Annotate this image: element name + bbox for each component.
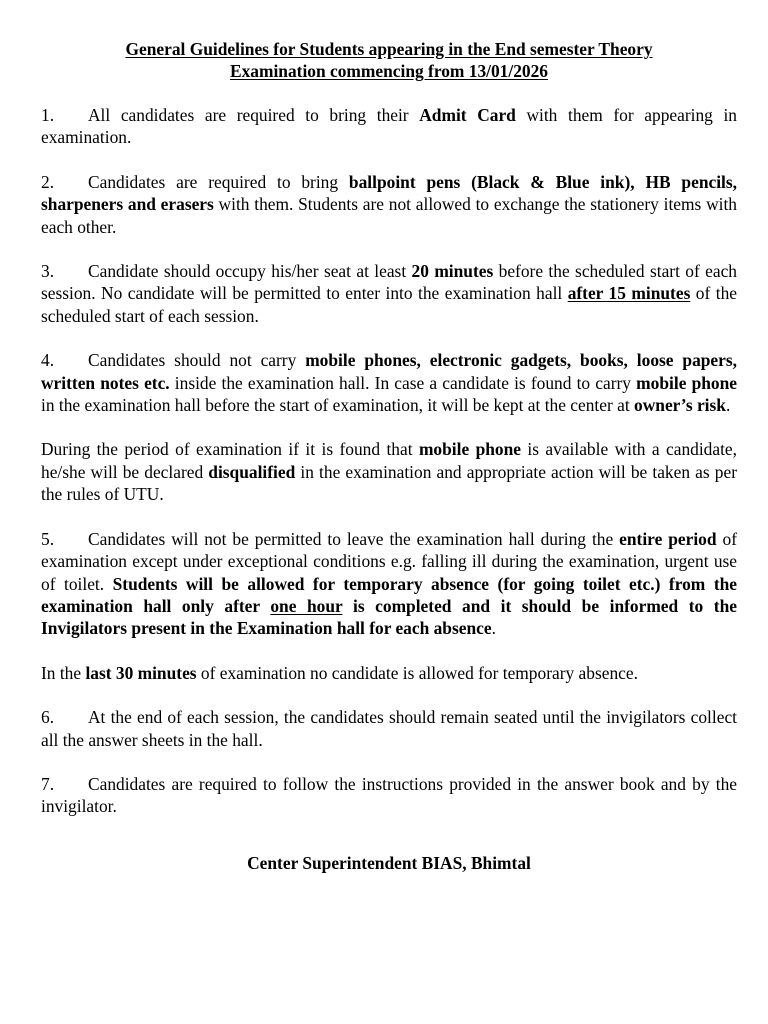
emphasis-text: is completed and it should be informed to the Invigilators present in the Examination hall for each absence (41, 595, 737, 639)
emphasis-underlined-text: one hour (270, 595, 343, 616)
guideline-text: of the scheduled start of each session. (41, 283, 737, 326)
guideline-3 (41, 260, 737, 327)
item-number: 7. (41, 773, 55, 794)
emphasis-text: mobile phone (418, 439, 522, 460)
guideline-2 (41, 171, 737, 238)
emphasis-text: last 30 minutes (85, 662, 197, 683)
document-title (41, 38, 737, 82)
guideline-text: . (491, 618, 496, 639)
guideline-text: Candidate should occupy his/her seat at least (88, 261, 412, 282)
guideline-text: Candidates are required to bring (88, 171, 349, 192)
item-number: 6. (41, 707, 55, 728)
guideline-text: During the period of examination if it is found that (41, 439, 419, 460)
guideline-4 (41, 349, 737, 416)
guideline-text: in the examination hall before the start of examination, it will be kept at the center at (41, 395, 635, 416)
guideline-1 (41, 104, 737, 149)
guideline-text: Candidates should not carry (88, 350, 306, 371)
guideline-text: before the scheduled start of each session. No candidate will be permitted to enter into the examination hall (41, 261, 738, 304)
emphasis-underlined-text: after 15 minutes (567, 283, 691, 304)
guideline-6 (41, 706, 737, 751)
emphasis-text: Students will be allowed for temporary absence (for going toilet etc.) from the examination hall only after (41, 573, 737, 616)
guideline-text: in the examination and appropriate action will be taken as per the rules of UTU. (41, 461, 737, 505)
emphasis-text: 20 minutes (411, 261, 494, 282)
emphasis-text: owner’s risk (634, 395, 726, 416)
guideline-text: All candidates are required to bring their (88, 105, 420, 125)
title-line-2: Examination commencing from 13/01/2026 (229, 61, 548, 81)
guideline-text: of examination except under exceptional conditions e.g. falling ill during the examination, urgent use of toilet. (41, 528, 737, 594)
guideline-text: of examination no candidate is allowed for temporary absence. (196, 662, 638, 683)
guideline-text: inside the examination hall. In case a candidate is found to carry (169, 372, 637, 393)
emphasis-text: entire period (619, 528, 717, 549)
item-number: 3. (41, 261, 55, 282)
title-line-1: General Guidelines for Students appearing in the End semester Theory (125, 39, 653, 59)
emphasis-text: Admit Card (419, 105, 516, 125)
emphasis-text: mobile phone (636, 372, 738, 393)
guideline-5 (41, 528, 737, 640)
item-number: 1. (41, 105, 55, 125)
guideline-text: . (725, 395, 731, 416)
guideline-text: In the (41, 662, 86, 683)
guideline-text: At the end of each session, the candidates should remain seated until the invigilators collect all the answer sheets in the hall. (41, 707, 737, 750)
signature-line: Center Superintendent BIAS, Bhimtal (247, 852, 531, 873)
guideline-7 (41, 773, 737, 818)
emphasis-text: disqualified (208, 461, 296, 482)
emphasis-text: mobile phones, electronic gadgets, books, loose papers, written notes etc. (41, 350, 737, 393)
guideline-text: Candidates will not be permitted to leave the examination hall during the (88, 528, 620, 549)
guideline-text: with them for appearing in examination. (41, 105, 737, 148)
guideline-4-note (41, 438, 737, 505)
item-number: 2. (41, 171, 55, 192)
item-number: 4. (41, 350, 55, 371)
emphasis-text: ballpoint pens (Black & Blue ink), HB pencils, sharpeners and erasers (41, 171, 737, 215)
guideline-text: Candidates are required to follow the instructions provided in the answer book and by the invigilator. (41, 773, 737, 817)
guideline-text: is available with a candidate, he/she will be declared (41, 439, 737, 482)
guideline-text: with them. Students are not allowed to exchange the stationery items with each other. (41, 194, 737, 237)
item-number: 5. (41, 528, 55, 549)
guideline-5-note (41, 662, 737, 684)
